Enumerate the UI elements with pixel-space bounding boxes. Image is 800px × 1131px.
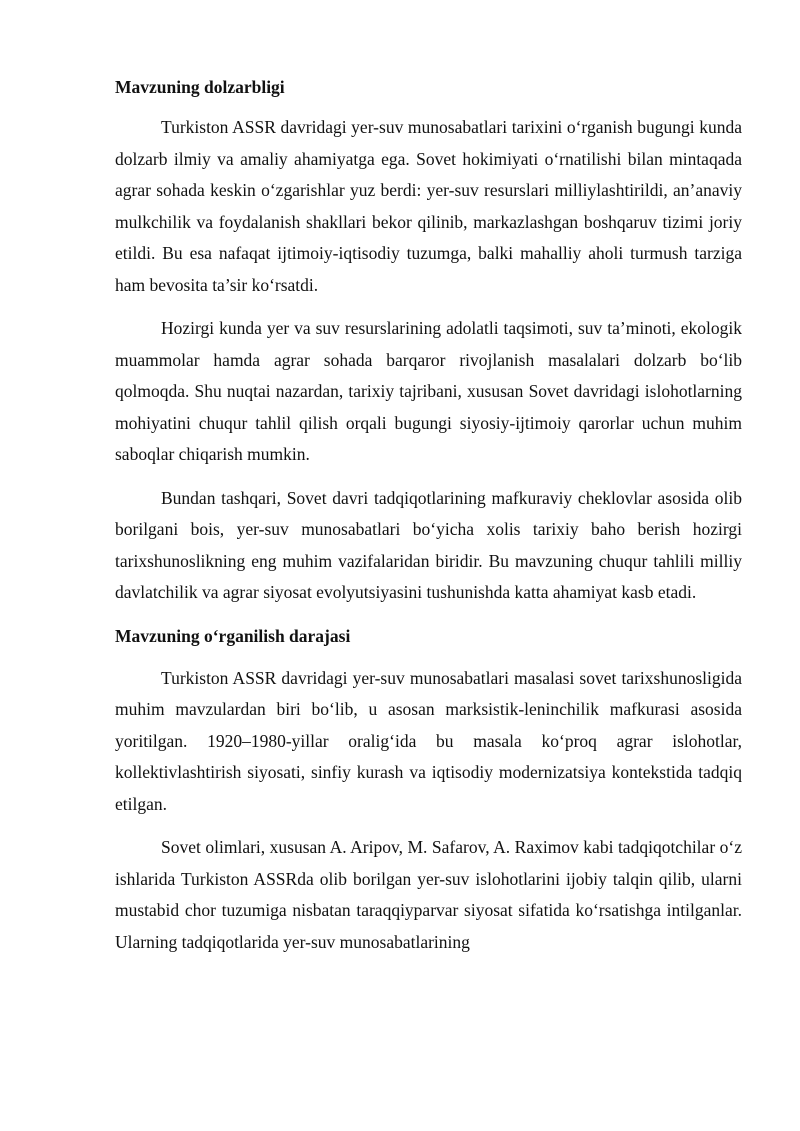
- paragraph: Sovet olimlari, xususan A. Aripov, M. Safarov, A. Raximov kabi tadqiqotchilar o‘z ishlarida Turkiston ASSRda olib borilgan yer-suv islohotlarini ijobiy talqin qilib, ularni mustabid chor tuzumiga nisbatan taraqqiyparvar siyosat sifatida ko‘rsatishga intilganlar. Ularning tadqiqotlarida yer-suv munosabatlarining: [115, 837, 742, 952]
- document-page: [115, 74, 742, 958]
- paragraph: Turkiston ASSR davridagi yer-suv munosabatlari masalasi sovet tarixshunosligida muhim mavzulardan biri bo‘lib, u asosan marksistik-leninchilik mafkurasi asosida yoritilgan. 1920–1980-yillar oralig‘ida bu masala ko‘proq agrar islohotlar, kollektivlashtirish siyosati, sinfiy kurash va iqtisodiy modernizatsiya kontekstida tadqiq etilgan.: [115, 667, 742, 814]
- paragraph: Hozirgi kunda yer va suv resurslarining adolatli taqsimoti, suv ta’minoti, ekologik muammolar hamda agrar sohada barqaror rivojlanish masalalari dolzarb bo‘lib qolmoqda. Shu nuqtai nazardan, tarixiy tajribani, xususan Sovet davridagi islohotlarning mohiyatini chuqur tahlil qilish orqali bugungi siyosiy-ijtimoiy qarorlar uchun muhim saboqlar chiqarish mumkin.: [115, 318, 742, 464]
- paragraph: Turkiston ASSR davridagi yer-suv munosabatlari tarixini o‘rganish bugungi kunda dolzarb ilmiy va amaliy ahamiyatga ega. Sovet hokimiyati o‘rnatilishi bilan mintaqada agrar sohada keskin o‘zgarishlar yuz berdi: yer-suv resurslari milliylashtirildi, an’anaviy mulkchilik va foydalanish shakllari bekor qilinib, markazlashgan boshqaruv tizimi joriy etildi. Bu esa nafaqat ijtimoiy-iqtisodiy tuzumga, balki mahalliy aholi turmush tarziga ham bevosita ta’sir ko‘rsatdi.: [115, 117, 742, 295]
- section-heading-relevance: Mavzuning dolzarbligi: [115, 77, 285, 97]
- paragraph: Bundan tashqari, Sovet davri tadqiqotlarining mafkuraviy cheklovlar asosida olib borilgani bois, yer-suv munosabatlari bo‘yicha xolis tarixiy baho berish hozirgi tarixshunoslikning eng muhim vazifalaridan biridir. Bu mavzuning chuqur tahlili milliy davlatchilik va agrar siyosat evolyutsiyasini tushunishda katta ahamiyat kasb etadi.: [115, 487, 742, 602]
- section-heading-study-level: Mavzuning o‘rganilish darajasi: [115, 625, 351, 646]
